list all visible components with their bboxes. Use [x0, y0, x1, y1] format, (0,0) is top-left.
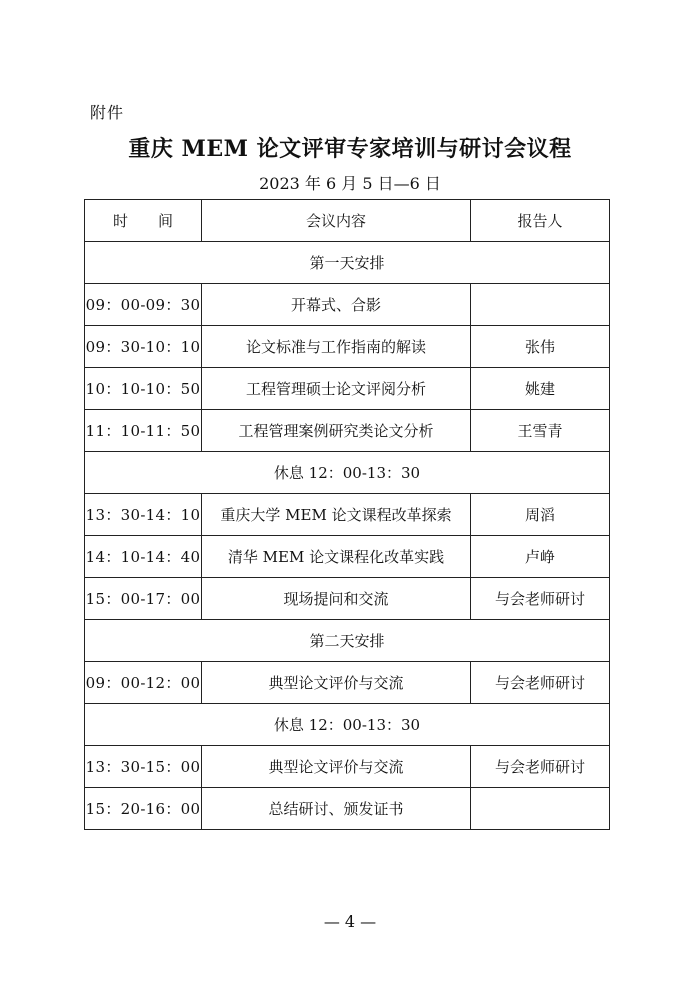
row-speaker: 与会老师研讨 — [471, 746, 610, 788]
row-content: 总结研讨、颁发证书 — [202, 788, 471, 830]
day2-break: 休息 12：00-13：30 — [85, 704, 610, 746]
row-time: 14：10-14：40 — [85, 536, 202, 578]
row-content: 重庆大学 MEM 论文课程改革探索 — [202, 494, 471, 536]
section-row — [85, 242, 610, 284]
row-speaker: 卢峥 — [471, 536, 610, 578]
row-time: 13：30-14：10 — [85, 494, 202, 536]
day1-break: 休息 12：00-13：30 — [85, 452, 610, 494]
row-time: 15：00-17：00 — [85, 578, 202, 620]
row-time: 11：10-11：50 — [85, 410, 202, 452]
row-content: 工程管理硕士论文评阅分析 — [202, 368, 471, 410]
row-speaker — [471, 284, 610, 326]
row-time: 09：00-09：30 — [85, 284, 202, 326]
row-content: 论文标准与工作指南的解读 — [202, 326, 471, 368]
row-time: 09：00-12：00 — [85, 662, 202, 704]
event-date: 2023 年 6 月 5 日—6 日 — [259, 174, 441, 193]
section-row — [85, 620, 610, 662]
row-time: 13：30-15：00 — [85, 746, 202, 788]
day1-heading: 第一天安排 — [85, 242, 610, 284]
row-speaker: 与会老师研讨 — [471, 578, 610, 620]
row-content: 开幕式、合影 — [202, 284, 471, 326]
row-time: 15：20-16：00 — [85, 788, 202, 830]
row-time: 10：10-10：50 — [85, 368, 202, 410]
header-speaker: 报告人 — [471, 200, 610, 242]
attachment-label: 附件 — [90, 103, 125, 122]
row-speaker: 与会老师研讨 — [471, 662, 610, 704]
header-content: 会议内容 — [202, 200, 471, 242]
table-row — [85, 578, 610, 620]
break-row — [85, 452, 610, 494]
row-speaker — [471, 788, 610, 830]
row-content: 现场提问和交流 — [202, 578, 471, 620]
header-time: 时 间 — [85, 200, 202, 242]
row-speaker: 张伟 — [471, 326, 610, 368]
table-row — [85, 662, 610, 704]
page-number: — 4 — — [323, 912, 377, 931]
day2-heading: 第二天安排 — [85, 620, 610, 662]
row-content: 工程管理案例研究类论文分析 — [202, 410, 471, 452]
row-content: 典型论文评价与交流 — [202, 662, 471, 704]
table-row — [85, 494, 610, 536]
document-title: 重庆 MEM 论文评审专家培训与研讨会议程 — [128, 136, 572, 162]
row-speaker: 姚建 — [471, 368, 610, 410]
row-time: 09：30-10：10 — [85, 326, 202, 368]
table-row — [85, 326, 610, 368]
table-row — [85, 746, 610, 788]
row-speaker: 周滔 — [471, 494, 610, 536]
row-content: 典型论文评价与交流 — [202, 746, 471, 788]
table-row — [85, 410, 610, 452]
table-row — [85, 788, 610, 830]
row-content: 清华 MEM 论文课程化改革实践 — [202, 536, 471, 578]
table-row — [85, 368, 610, 410]
agenda-table — [84, 199, 610, 830]
break-row — [85, 704, 610, 746]
table-header-row — [85, 200, 610, 242]
row-speaker: 王雪青 — [471, 410, 610, 452]
table-row — [85, 536, 610, 578]
table-row — [85, 284, 610, 326]
